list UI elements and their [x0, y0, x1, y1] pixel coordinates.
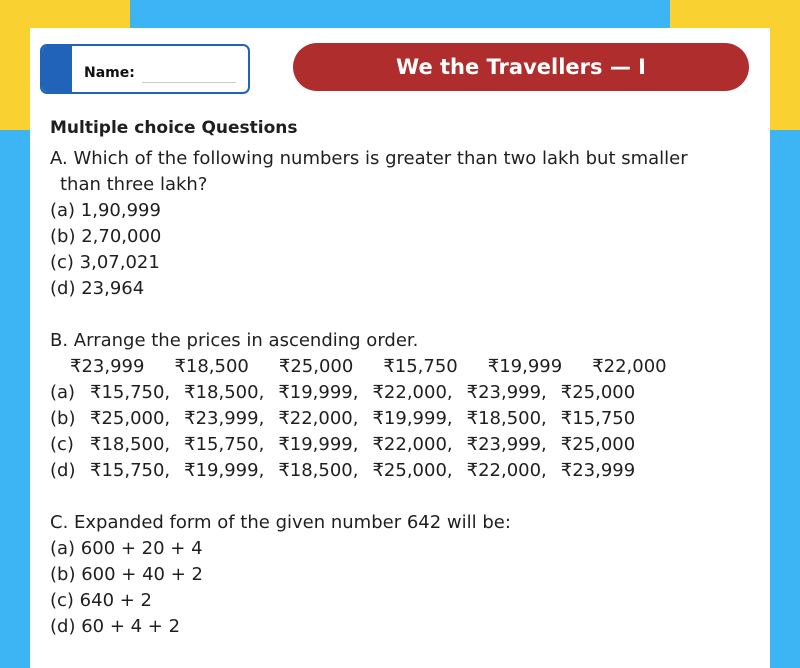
question-b-option-b — [50, 406, 750, 432]
option-label: (a) — [50, 382, 76, 403]
name-field[interactable] — [40, 44, 250, 94]
question-a-text-cont: than three lakh? — [60, 174, 208, 195]
option-value: ₹22,000, — [372, 434, 453, 455]
question-c-option-b: (b) 600 + 40 + 2 — [50, 564, 203, 585]
price: ₹18,500 — [174, 356, 249, 377]
option-value: ₹18,500, — [278, 460, 359, 481]
price: ₹23,999 — [70, 356, 145, 377]
worksheet-title: We the Travellers — I — [293, 43, 749, 91]
question-c-option-c: (c) 640 + 2 — [50, 590, 152, 611]
option-value: ₹18,500, — [184, 382, 265, 403]
question-a-option-b: (b) 2,70,000 — [50, 226, 162, 247]
price: ₹25,000 — [278, 356, 354, 377]
option-value: ₹23,999, — [466, 382, 547, 403]
question-a-option-a: (a) 1,90,999 — [50, 200, 161, 221]
question-c-text: C. Expanded form of the given number 642 will be: — [50, 512, 511, 533]
question-b-option-a — [50, 380, 750, 406]
question-c-option-a: (a) 600 + 20 + 4 — [50, 538, 203, 559]
question-a-text: A. Which of the following numbers is greater than two lakh but smaller — [50, 148, 688, 169]
question-a-option-d: (d) 23,964 — [50, 278, 145, 299]
option-value: ₹15,750, — [184, 434, 265, 455]
option-value: ₹15,750, — [90, 460, 171, 481]
option-label: (b) — [50, 408, 76, 429]
question-b-prices — [50, 354, 750, 380]
price: ₹22,000 — [592, 356, 667, 377]
option-value: ₹25,000, — [90, 408, 171, 429]
question-b-option-c — [50, 432, 750, 458]
option-value: ₹15,750 — [560, 408, 636, 429]
option-value: ₹25,000 — [560, 382, 636, 403]
worksheet — [30, 28, 770, 668]
name-field-stripe — [42, 46, 72, 92]
option-value: ₹23,999 — [560, 460, 636, 481]
option-value: ₹23,999, — [184, 408, 265, 429]
name-write-line — [142, 82, 236, 83]
price: ₹19,999 — [487, 356, 563, 377]
option-value: ₹18,500, — [90, 434, 171, 455]
option-value: ₹22,000, — [466, 460, 547, 481]
option-value: ₹19,999, — [278, 434, 359, 455]
option-value: ₹25,000, — [372, 460, 453, 481]
option-label: (c) — [50, 434, 74, 455]
option-value: ₹25,000 — [560, 434, 636, 455]
option-value: ₹19,999, — [184, 460, 265, 481]
option-value: ₹19,999, — [372, 408, 453, 429]
option-value: ₹18,500, — [466, 408, 547, 429]
question-b-option-d — [50, 458, 750, 484]
name-label: Name: — [84, 65, 135, 81]
question-c-option-d: (d) 60 + 4 + 2 — [50, 616, 181, 637]
price: ₹15,750 — [383, 356, 458, 377]
option-value: ₹22,000, — [372, 382, 453, 403]
option-label: (d) — [50, 460, 76, 481]
option-value: ₹19,999, — [278, 382, 359, 403]
section-title: Multiple choice Questions — [50, 118, 298, 138]
question-b-text: B. Arrange the prices in ascending order. — [50, 330, 419, 351]
option-value: ₹22,000, — [278, 408, 359, 429]
option-value: ₹23,999, — [466, 434, 547, 455]
option-value: ₹15,750, — [90, 382, 171, 403]
question-a-option-c: (c) 3,07,021 — [50, 252, 160, 273]
questions-area — [50, 118, 750, 640]
